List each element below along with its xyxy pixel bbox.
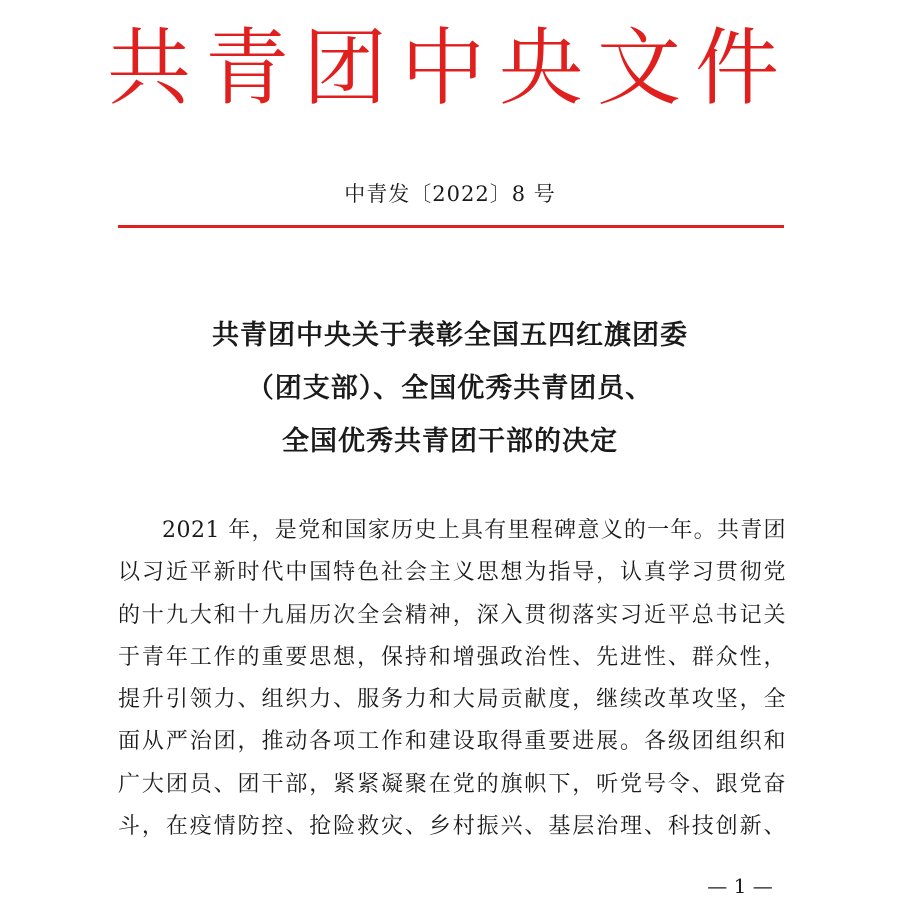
body-line: 以习近平新时代中国特色社会主义思想为指导，认真学习贯彻党 (118, 560, 786, 586)
title-line: 全国优秀共青团干部的决定 (282, 426, 618, 457)
title-line: （团支部）、全国优秀共青团员、 (246, 373, 654, 404)
red-divider (118, 225, 784, 228)
document-masthead: 共青团中央文件 (106, 19, 793, 117)
document-title (0, 309, 900, 468)
page-number: — 1 — (707, 874, 773, 898)
body-line: 于青年工作的重要思想，保持和增强政治性、先进性、群众性， (118, 644, 786, 670)
body-line: 广大团员、团干部，紧紧凝聚在党的旗帜下，听党号令、跟党奋 (118, 771, 786, 797)
body-line: 面从严治团，推动各项工作和建设取得重要进展。各级团组织和 (118, 729, 786, 755)
document-body (118, 510, 786, 848)
body-line: 的十九大和十九届历次全会精神，深入贯彻落实习近平总书记关 (118, 602, 786, 628)
title-line: 共青团中央关于表彰全国五四红旗团委 (212, 320, 688, 351)
body-line: 2021 年，是党和国家历史上具有里程碑意义的一年。共青团 (162, 518, 786, 543)
document-number: 中青发〔2022〕8 号 (344, 182, 556, 206)
body-line: 提升引领力、组织力、服务力和大局贡献度，继续改革攻坚，全 (118, 687, 786, 713)
body-line: 斗，在疫情防控、抢险救灾、乡村振兴、基层治理、科技创新、 (118, 814, 786, 840)
